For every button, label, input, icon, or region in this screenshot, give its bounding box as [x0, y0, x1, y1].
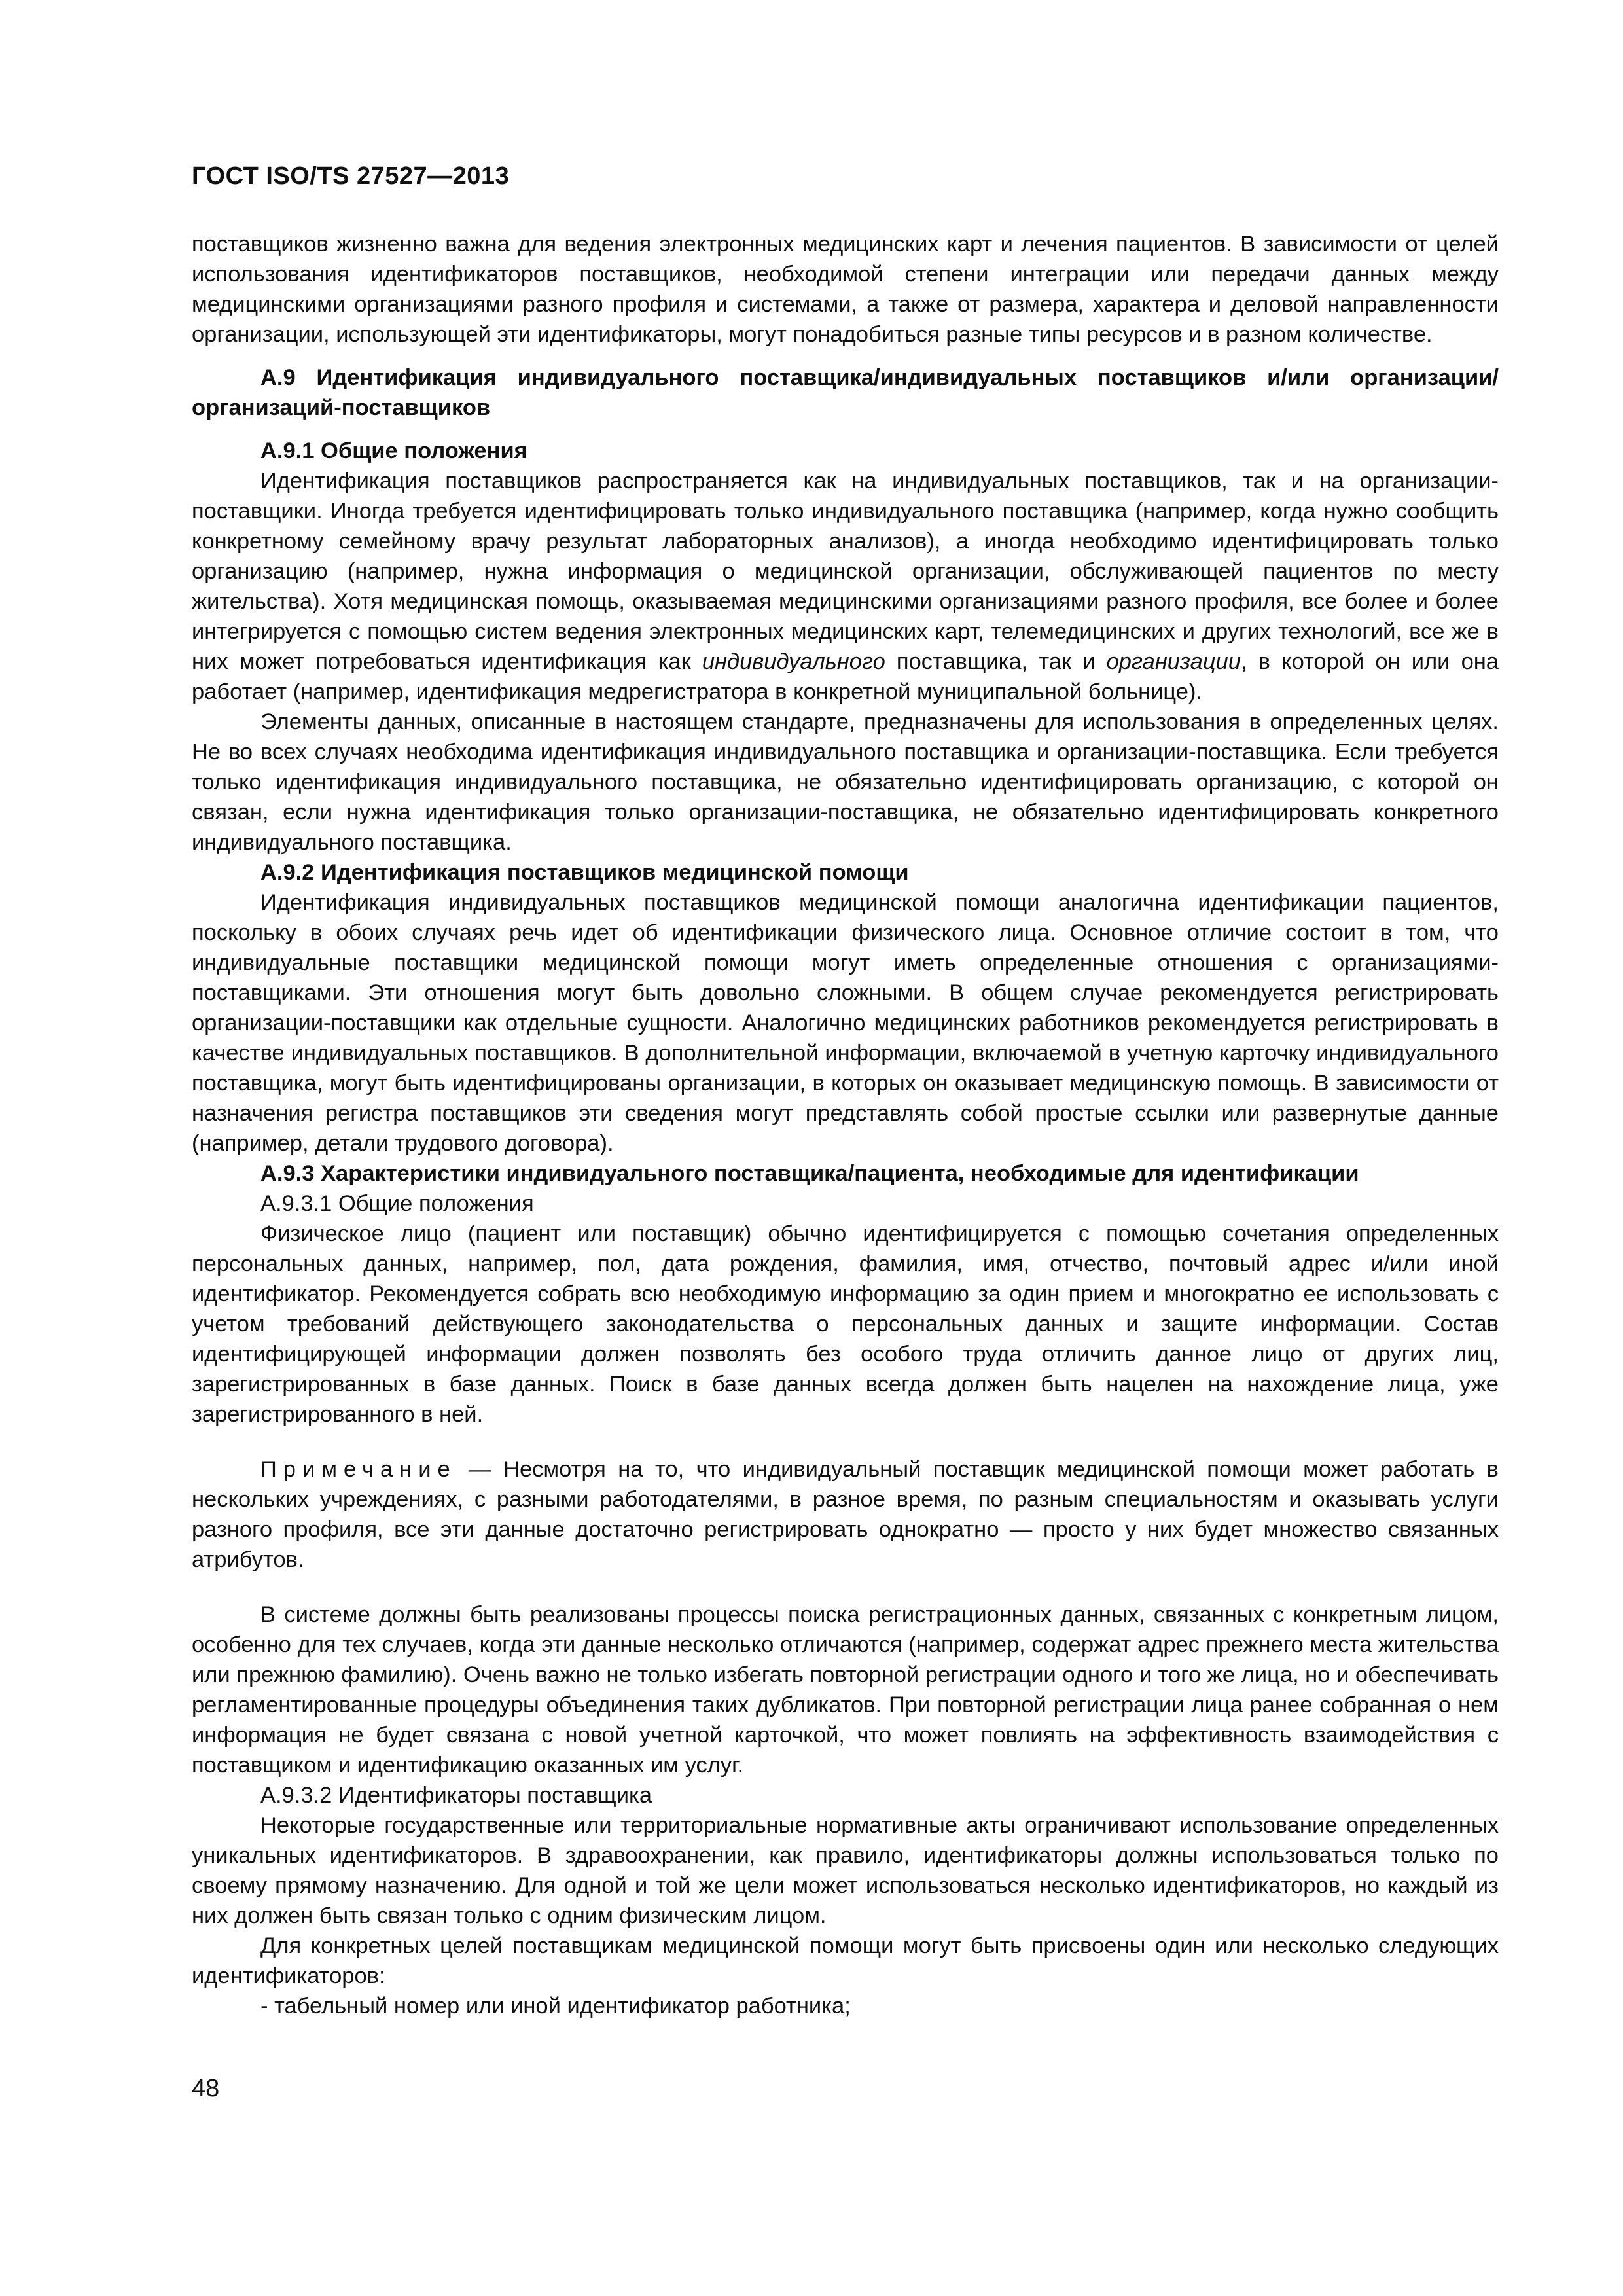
paragraph-a931-2: В системе должны быть реализованы процессы поиска регистрационных данных, связанных с конкретным лицом, особенно для тех случаев, когда эти данные несколько отличаются (например, содержат адрес прежнего места жительства или прежнюю фамилию). Очень важно не только избегать повторной регистрации одного и того же лица, но и обеспечивать регламентированные процедуры объединения таких дубликатов. При повторной регистрации лица ранее собранная о нем информация не будет связана с новой учетной карточкой, что может повлиять на эффективность взаимодействия с поставщиком и идентификацию оказанных им услуг. [192, 1602, 1499, 1778]
text-run: , в которой он или она работает (например, идентификация медрегистратора в конкретной муниципальной больнице). [192, 649, 1499, 704]
emphasis-text: индивидуального [702, 649, 885, 674]
subsection-heading-a93: А.9.3 Характеристики индивидуального поставщика/пациента, необходимые для идентификации [260, 1161, 1359, 1186]
text-run: Идентификация поставщиков распространяется как на индивидуальных поставщиков, так и на организации-поставщики. Иногда требуется идентифицировать только индивидуального поставщика (например, когда нужно сообщить конкретному семейному врачу результат лабораторных анализов), а иногда необходимо идентифицировать только организацию (например, нужна информация о медицинской организации, обслуживающей пациентов по месту жительства). Хотя медицинская помощь, оказываемая медицинскими организациями разного профиля, все более и более интегрируется с помощью систем ведения электронных медицинских карт, телемедицинских и других технологий, все же в них может потребоваться идентификация как [192, 469, 1499, 674]
paragraph-a91-2: Элементы данных, описанные в настоящем стандарте, предназначены для использования в определенных целях. Не во всех случаях необходима идентификация индивидуального поставщика и организации-поставщика. Если требуется только идентификация индивидуального поставщика, не обязательно идентифицировать организацию, с которой он связан, если нужна идентификация только организации-поставщика, не обязательно идентифицировать конкретного индивидуального поставщика. [192, 709, 1499, 855]
paragraph-a932-2: Для конкретных целей поставщикам медицинской помощи могут быть присвоены один или несколько следующих идентификаторов: [192, 1933, 1499, 1988]
page-content [192, 229, 1499, 2021]
paragraph-continuation: поставщиков жизненно важна для ведения электронных медицинских карт и лечения пациентов. В зависимости от целей использования идентификаторов поставщиков, необходимой степени интеграции или передачи данных между медицинскими организациями разного профиля и системами, а также от размера, характера и деловой направленности организации, использующей эти идентификаторы, могут понадобиться разные типы ресурсов и в разном количестве. [192, 232, 1499, 347]
document-header: ГОСТ ISO/TS 27527—2013 [192, 162, 510, 190]
page-number: 48 [192, 2075, 220, 2102]
text-run: поставщика, так и [885, 649, 1107, 674]
paragraph-a92-1: Идентификация индивидуальных поставщиков медицинской помощи аналогична идентификации пациентов, поскольку в обоих случаях речь идет об идентификации физического лица. Основное отличие состоит в том, что индивидуальные поставщики медицинской помощи могут иметь определенные отношения с организациями-поставщиками. Эти отношения могут быть довольно сложными. В общем случае рекомендуется регистрировать организации-поставщики как отдельные сущности. Аналогично медицинских работников рекомендуется регистрировать в качестве индивидуальных поставщиков. В дополнительной информации, включаемой в учетную карточку индивидуального поставщика, могут быть идентифицированы организации, в которых он оказывает медицинскую помощь. В зависимости от назначения регистра поставщиков эти сведения могут представлять собой простые ссылки или развернутые данные (например, детали трудового договора). [192, 890, 1499, 1156]
section-heading-a9: А.9 Идентификация индивидуального поставщика/индивидуальных поставщиков и/или организации/организаций-поставщиков [192, 365, 1499, 420]
list-item: - табельный номер или иной идентификатор работника; [260, 1994, 851, 2018]
subsection-heading-a92: А.9.2 Идентификация поставщиков медицинской помощи [260, 860, 909, 885]
note-paragraph [192, 1454, 1499, 1575]
paragraph-a91-1 [192, 466, 1499, 707]
note-text: — Несмотря на то, что индивидуальный поставщик медицинской помощи может работать в нескольких учреждениях, с разными работодателями, в разное время, по разным специальностям и оказывать услуги разного профиля, все эти данные достаточно регистрировать однократно — просто у них будет множество связанных атрибутов. [192, 1457, 1499, 1572]
emphasis-text: организации [1106, 649, 1241, 674]
subsection-heading-a91: А.9.1 Общие положения [260, 439, 527, 463]
subsection-heading-a931: А.9.3.1 Общие положения [260, 1191, 534, 1216]
note-label: Примечание [260, 1457, 457, 1482]
subsection-heading-a932: А.9.3.2 Идентификаторы поставщика [260, 1783, 652, 1808]
paragraph-a931-1: Физическое лицо (пациент или поставщик) обычно идентифицируется с помощью сочетания определенных персональных данных, например, пол, дата рождения, фамилия, имя, отчество, почтовый адрес и/или иной идентификатор. Рекомендуется собрать всю необходимую информацию за один прием и многократно ее использовать с учетом требований действующего законодательства о персональных данных и защите информации. Состав идентифицирующей информации должен позволять без особого труда отличить данное лицо от других лиц, зарегистрированных в базе данных. Поиск в базе данных всегда должен быть нацелен на нахождение лица, уже зарегистрированного в ней. [192, 1221, 1499, 1427]
paragraph-a932-1: Некоторые государственные или территориальные нормативные акты ограничивают использование определенных уникальных идентификаторов. В здравоохранении, как правило, идентификаторы должны использоваться только по своему прямому назначению. Для одной и той же цели может использоваться несколько идентификаторов, но каждый из них должен быть связан только с одним физическим лицом. [192, 1813, 1499, 1928]
